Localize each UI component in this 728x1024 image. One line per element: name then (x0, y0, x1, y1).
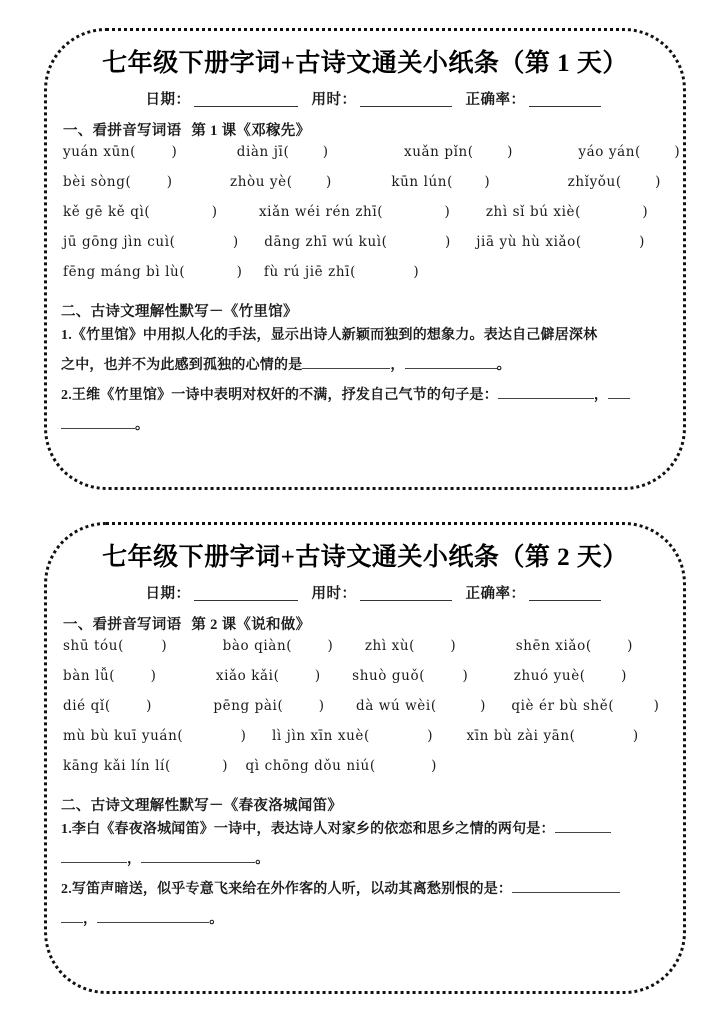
pinyin-text: bèi sòng (63, 174, 126, 190)
answer-paren-open: ( (369, 758, 376, 774)
section-heading-pinyin (49, 119, 681, 140)
answer-blank[interactable] (61, 910, 83, 923)
pinyin-entry (63, 698, 151, 714)
pinyin-entry (486, 204, 648, 220)
pinyin-entry (352, 668, 468, 684)
answer-paren-open: ( (104, 698, 111, 714)
date-blank[interactable] (194, 587, 298, 601)
pinyin-text: zhuó yuè (513, 668, 580, 684)
date-field[interactable] (146, 582, 312, 603)
pinyin-text: fù rú jiē zhī (263, 264, 351, 280)
poetry-question-line (49, 815, 681, 845)
pinyin-entry (63, 144, 177, 160)
title-main: 七年级下册字词+古诗文通关小纸条 (102, 544, 500, 571)
answer-paren-open: ( (109, 668, 115, 684)
page-title (49, 31, 681, 79)
pinyin-text: dāng zhī wú kuì (264, 234, 382, 250)
pinyin-entry (516, 638, 633, 654)
pinyin-row (49, 144, 681, 174)
page-title (49, 525, 681, 573)
answer-blank[interactable] (498, 386, 594, 399)
card-content (47, 31, 683, 487)
answer-paren-close: ) (639, 234, 645, 250)
answer-paren-close: ) (507, 144, 513, 160)
answer-paren-close: ) (462, 668, 468, 684)
answer-paren-close: ) (621, 668, 627, 684)
poetry-question-line (49, 381, 681, 411)
answer-paren-close: ) (146, 698, 152, 714)
pinyin-row (49, 668, 681, 698)
pinyin-text: xuǎn pǐn (404, 144, 468, 160)
answer-paren-close: ) (327, 638, 333, 654)
pinyin-text: zhì sǐ bú xiè (485, 204, 576, 220)
question-text: 1.《竹里馆》中用拟人化的手法，显示出诗人新颖而独到的想象力。表达自己僻居深林 (61, 328, 598, 343)
pinyin-entry (246, 758, 437, 774)
answer-paren-close: ) (431, 758, 437, 774)
pinyin-text: shū tóu (63, 638, 119, 654)
answer-paren-close: ) (653, 698, 659, 714)
answer-blank[interactable] (141, 850, 255, 863)
title-day: （第 2 天） (499, 544, 628, 571)
question-text: ， (127, 852, 142, 867)
pinyin-entry (213, 698, 324, 714)
question-text: ， (83, 912, 98, 927)
poetry-question-line (49, 321, 681, 351)
answer-paren-close: ) (674, 144, 680, 160)
pinyin-rows (49, 638, 681, 788)
time-label: 用时： (311, 586, 357, 602)
pinyin-entry (476, 234, 644, 250)
answer-paren-open: ( (350, 264, 356, 280)
answer-paren-close: ) (655, 174, 661, 190)
pinyin-row (49, 174, 681, 204)
worksheet-card-day-1 (44, 28, 686, 490)
pinyin-row (49, 728, 681, 758)
answer-paren-open: ( (177, 728, 183, 744)
poetry-question-line (49, 411, 681, 441)
question-text: ， (593, 388, 609, 403)
answer-paren-open: ( (130, 144, 136, 160)
answer-paren-open: ( (569, 728, 575, 744)
pinyin-text: yuán xūn (63, 144, 131, 160)
question-text: 。 (255, 852, 270, 867)
pinyin-text: zhì xù (364, 638, 410, 654)
answer-paren-close: ) (444, 204, 450, 220)
answer-paren-close: ) (171, 144, 177, 160)
answer-paren-open: ( (283, 144, 289, 160)
pinyin-text: xiǎn wéi rén zhī (258, 204, 378, 220)
accuracy-blank[interactable] (529, 587, 601, 601)
pinyin-text: fēng máng bì lù (63, 264, 180, 280)
answer-paren-open: ( (447, 174, 453, 190)
section-heading-pinyin (49, 613, 681, 634)
answer-paren-open: ( (377, 204, 383, 220)
worksheet-card-day-2 (44, 522, 686, 994)
pinyin-entry (259, 204, 450, 220)
date-blank[interactable] (194, 93, 298, 107)
pinyin-text: zhòu yè (230, 174, 287, 190)
pinyin-entry (230, 174, 331, 190)
time-label: 用时： (311, 92, 357, 108)
time-field[interactable] (312, 88, 466, 109)
pinyin-entry (63, 728, 246, 744)
pinyin-entry (63, 174, 172, 190)
pinyin-entry (365, 638, 456, 654)
pinyin-text: dié qǐ (63, 698, 105, 714)
poetry-question-line (49, 845, 681, 875)
answer-blank[interactable] (555, 820, 611, 833)
pinyin-entry (63, 668, 156, 684)
section-heading-poetry: 二、古诗文理解性默写－《竹里馆》 (61, 304, 298, 320)
pinyin-text: mù bù kuī yuán (63, 728, 178, 744)
pinyin-text: kāng kǎi lín lí (63, 758, 165, 774)
lesson-label: 第 1 课《邓稼先》 (191, 123, 311, 139)
answer-paren-close: ) (322, 144, 328, 160)
pinyin-text: shuò guǒ (352, 668, 420, 684)
answer-paren-close: ) (642, 204, 648, 220)
pinyin-entry (216, 668, 320, 684)
pinyin-entry (578, 144, 679, 160)
pinyin-text: xīn bù zài yān (466, 728, 570, 744)
pinyin-entry (63, 234, 238, 250)
answer-blank[interactable] (512, 880, 620, 893)
pinyin-text: lì jìn xīn xuè (271, 728, 364, 744)
answer-paren-close: ) (150, 668, 156, 684)
pinyin-entry (223, 638, 333, 654)
pinyin-entry (272, 728, 433, 744)
answer-paren-open: ( (286, 174, 293, 190)
pinyin-entry (467, 728, 639, 744)
pinyin-text: qì chōng dǒu niú (245, 758, 370, 774)
pinyin-entry (63, 204, 217, 220)
answer-paren-close: ) (480, 698, 486, 714)
pinyin-text: bào qiàn (222, 638, 287, 654)
pinyin-text: jū gōng jìn cuì (63, 234, 170, 250)
accuracy-field[interactable] (466, 582, 601, 603)
accuracy-blank[interactable] (529, 93, 601, 107)
answer-paren-open: ( (615, 174, 622, 190)
answer-paren-open: ( (585, 638, 592, 654)
poetry-question-line (49, 905, 681, 935)
pinyin-entry (356, 698, 485, 714)
pinyin-text: xiǎo kǎi (215, 668, 274, 684)
answer-blank[interactable] (405, 356, 497, 369)
answer-blank[interactable] (61, 850, 127, 863)
poetry-question-line (49, 351, 681, 381)
pinyin-text: kūn lún (391, 174, 448, 190)
question-text: 。 (209, 912, 224, 927)
pinyin-row (49, 204, 681, 234)
answer-paren-open: ( (125, 174, 131, 190)
question-text: 2.王维《竹里馆》一诗中表明对权奸的不满，抒发自己气节的句子是： (61, 388, 498, 403)
answer-blank[interactable] (302, 356, 390, 369)
accuracy-field[interactable] (466, 88, 601, 109)
answer-paren-close: ) (326, 174, 332, 190)
pinyin-text: yáo yán (578, 144, 636, 160)
answer-paren-close: ) (632, 728, 639, 744)
answer-paren-close: ) (166, 174, 172, 190)
answer-paren-open: ( (419, 668, 425, 684)
pinyin-entry (63, 264, 242, 280)
meta-row (49, 582, 681, 603)
answer-paren-open: ( (118, 638, 124, 654)
answer-paren-close: ) (318, 698, 325, 714)
pinyin-text: pēng pài (213, 698, 278, 714)
section-heading-poetry: 二、古诗文理解性默写－《春夜洛城闻笛》 (61, 798, 343, 814)
date-label: 日期： (145, 92, 191, 108)
section-heading-label: 一、看拼音写词语 (63, 617, 182, 633)
answer-paren-close: ) (314, 668, 321, 684)
pinyin-entry (264, 264, 419, 280)
pinyin-rows (49, 144, 681, 294)
answer-paren-close: ) (240, 728, 246, 744)
answer-blank[interactable] (61, 416, 135, 429)
answer-paren-open: ( (579, 668, 586, 684)
poetry-questions (49, 815, 681, 935)
pinyin-entry (568, 174, 661, 190)
question-text: 。 (135, 418, 150, 433)
question-text: 之中，也并不为此感到孤独的心情的是 (61, 358, 303, 373)
answer-paren-close: ) (413, 264, 419, 280)
answer-paren-close: ) (627, 638, 633, 654)
pinyin-entry (63, 758, 228, 774)
pinyin-entry (404, 144, 512, 160)
pinyin-entry (237, 144, 328, 160)
question-text: 2.写笛声暗送，似乎专意飞来给在外作客的人听，以动其离愁别恨的是： (61, 882, 513, 897)
pinyin-row (49, 638, 681, 668)
time-blank[interactable] (360, 93, 452, 107)
meta-row (49, 88, 681, 109)
answer-paren-close: ) (232, 234, 239, 250)
answer-paren-close: ) (427, 728, 433, 744)
date-field[interactable] (146, 88, 312, 109)
answer-paren-open: ( (575, 234, 582, 250)
section-heading-label: 一、看拼音写词语 (63, 123, 182, 139)
answer-paren-open: ( (179, 264, 185, 280)
answer-paren-open: ( (144, 204, 150, 220)
date-label: 日期： (145, 586, 191, 602)
pinyin-row (49, 758, 681, 788)
answer-paren-close: ) (444, 234, 451, 250)
answer-blank[interactable] (608, 386, 630, 399)
answer-paren-open: ( (409, 638, 415, 654)
pinyin-entry (63, 638, 167, 654)
answer-paren-open: ( (430, 698, 437, 714)
accuracy-label: 正确率： (465, 586, 526, 602)
pinyin-entry (511, 698, 659, 714)
card-content (47, 525, 683, 991)
pinyin-row (49, 264, 681, 294)
question-text: ， (390, 358, 405, 373)
pinyin-entry (514, 668, 627, 684)
pinyin-row (49, 698, 681, 728)
time-blank[interactable] (360, 587, 452, 601)
accuracy-label: 正确率： (465, 92, 526, 108)
answer-paren-close: ) (161, 638, 167, 654)
answer-paren-open: ( (164, 758, 171, 774)
pinyin-text: kě gē kě qì (63, 204, 145, 220)
answer-paren-close: ) (222, 758, 228, 774)
question-text: 1.李白《春夜洛城闻笛》一诗中，表达诗人对家乡的依恋和思乡之情的两句是： (61, 822, 555, 837)
poetry-questions (49, 321, 681, 441)
answer-blank[interactable] (97, 910, 209, 923)
answer-paren-close: ) (484, 174, 490, 190)
pinyin-text: shēn xiǎo (515, 638, 586, 654)
pinyin-text: dà wú wèi (356, 698, 431, 714)
answer-paren-close: ) (450, 638, 456, 654)
pinyin-text: diàn jī (236, 144, 284, 160)
answer-paren-open: ( (273, 668, 279, 684)
pinyin-entry (391, 174, 489, 190)
question-text: 。 (496, 358, 511, 373)
answer-paren-open: ( (467, 144, 474, 160)
pinyin-text: zhǐyǒu (567, 174, 616, 190)
answer-paren-close: ) (211, 204, 217, 220)
answer-paren-open: ( (635, 144, 641, 160)
pinyin-row (49, 234, 681, 264)
answer-paren-open: ( (169, 234, 175, 250)
answer-paren-open: ( (363, 728, 370, 744)
poetry-question-line (49, 875, 681, 905)
pinyin-text: bàn lǚ (63, 668, 110, 684)
title-main: 七年级下册字词+古诗文通关小纸条 (102, 50, 500, 77)
title-day: （第 1 天） (499, 50, 628, 77)
time-field[interactable] (312, 582, 466, 603)
lesson-label: 第 2 课《说和做》 (191, 617, 311, 633)
answer-paren-open: ( (608, 698, 614, 714)
answer-paren-open: ( (277, 698, 283, 714)
answer-paren-open: ( (286, 638, 292, 654)
pinyin-entry (264, 234, 450, 250)
answer-paren-open: ( (575, 204, 581, 220)
pinyin-text: qiè ér bù shě (511, 698, 609, 714)
answer-paren-open: ( (381, 234, 387, 250)
pinyin-text: jiā yù hù xiǎo (476, 234, 576, 250)
answer-paren-close: ) (236, 264, 242, 280)
